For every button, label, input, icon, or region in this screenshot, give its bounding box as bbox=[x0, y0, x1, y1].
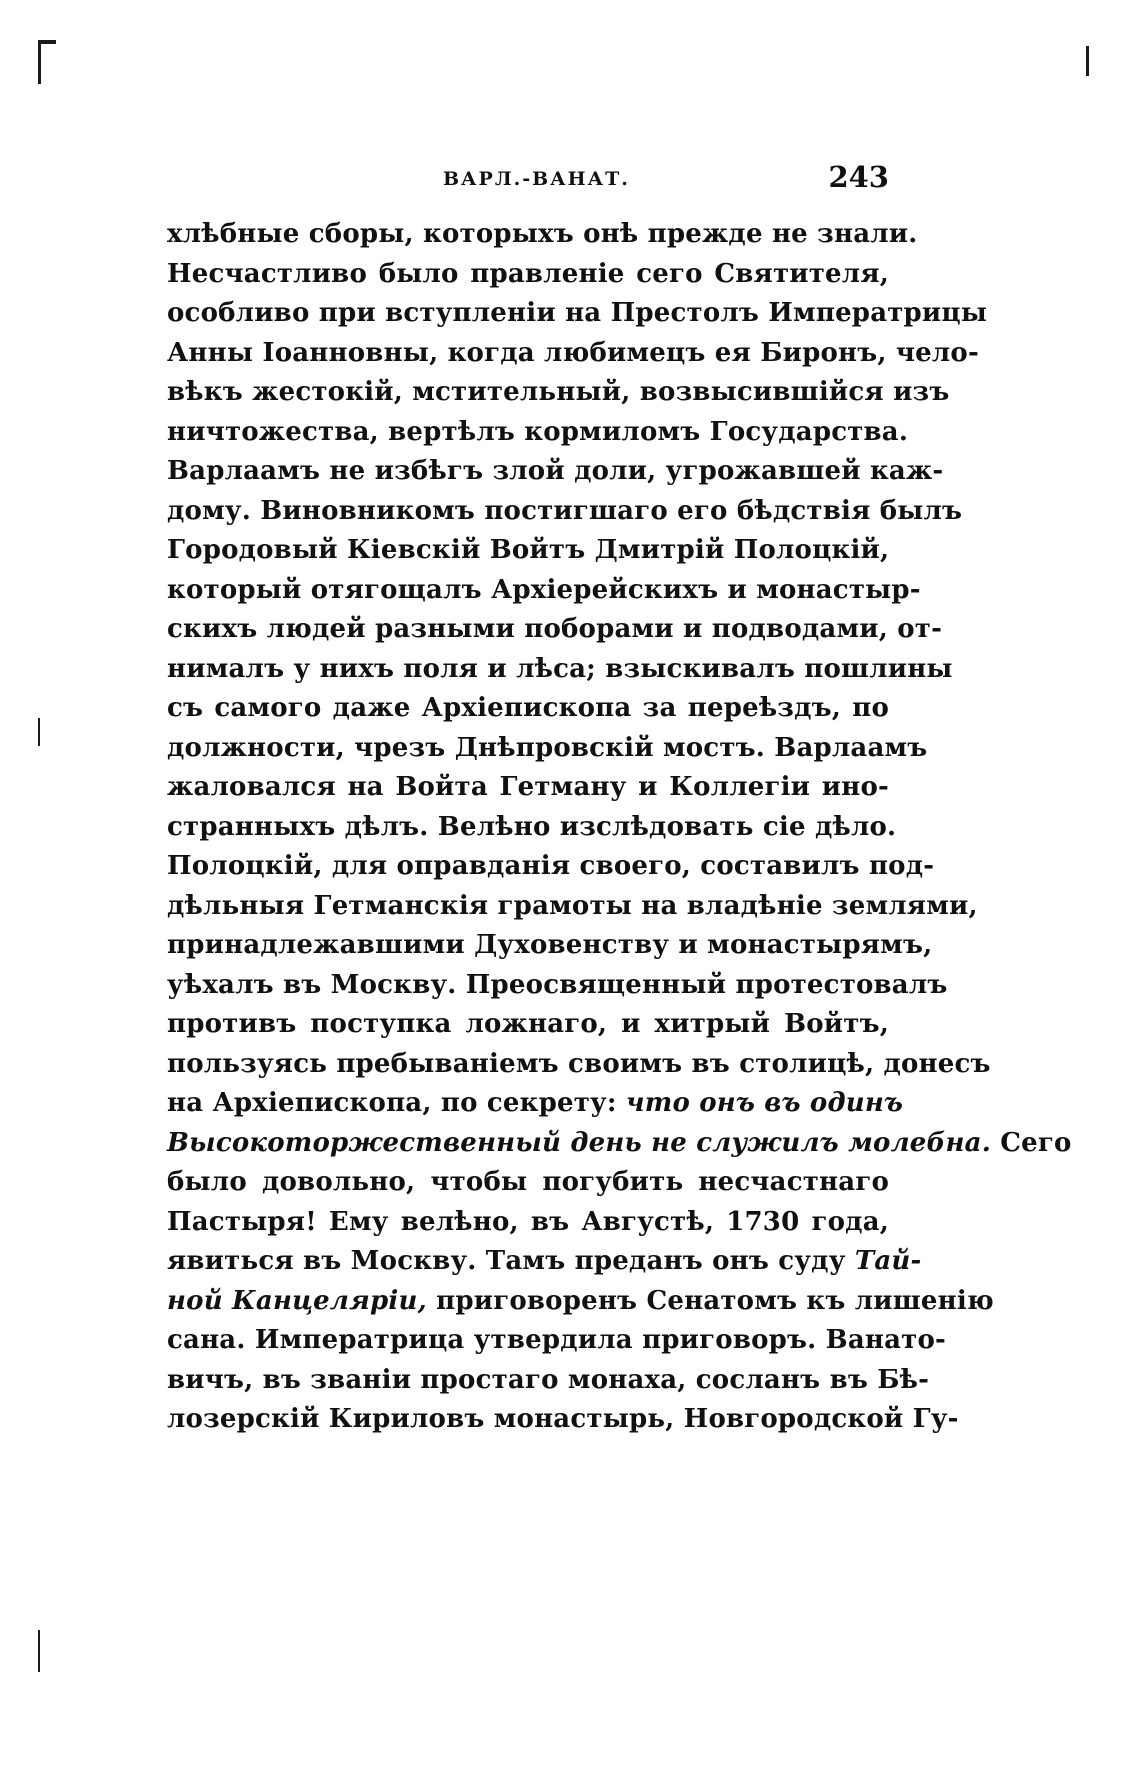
body-text bbox=[167, 215, 1072, 1440]
text-line: жаловался на Войта Гетману и Коллегіи ино- bbox=[167, 772, 889, 802]
text-run: приговоренъ Сенатомъ къ лишенію bbox=[426, 1285, 994, 1316]
running-head-title: ВАРЛ.-ВАНАТ. bbox=[443, 168, 630, 190]
text-line: вичъ, въ званіи простаго монаха, сосланъ въ Бѣ- bbox=[167, 1364, 930, 1395]
text-line: съ самого даже Архіепископа за переѣздъ, по bbox=[167, 693, 889, 723]
text-line: должности, чрезъ Днѣпровскій мостъ. Варлаамъ bbox=[167, 732, 928, 763]
text-line: дѣльныя Гетманскія грамоты на владѣніе землями, bbox=[167, 890, 978, 921]
text-line: сана. Императрица утвердила приговоръ. Ванато- bbox=[167, 1325, 947, 1355]
text-line: Несчастливо было правленіе сего Святителя, bbox=[167, 258, 889, 289]
text-line bbox=[167, 1282, 994, 1322]
text-line: Городовый Кіевскій Войтъ Дмитрій Полоцкій, bbox=[167, 535, 890, 565]
text-line: вѣкъ жестокій, мстительный, возвысившійся изъ bbox=[167, 377, 950, 407]
text-line: нималъ у нихъ поля и лѣса; взыскивалъ пошлины bbox=[167, 653, 953, 684]
text-line: лозерскій Кириловъ монастырь, Новгородской Гу- bbox=[167, 1404, 959, 1434]
scan-edge-mark-middle-left bbox=[38, 718, 40, 746]
text-line: ничтожества, вертѣлъ кормиломъ Государства. bbox=[167, 416, 909, 447]
text-line: пользуясь пребываніемъ своимъ въ столицѣ, донесъ bbox=[167, 1048, 991, 1079]
italic-quote: Высокоторжественный день не служилъ молебна. bbox=[167, 1127, 991, 1158]
italic-quote: что онъ въ одинъ bbox=[625, 1088, 904, 1118]
text-line bbox=[167, 1242, 922, 1282]
text-line bbox=[167, 1084, 904, 1124]
page-number: 243 bbox=[828, 160, 889, 194]
text-line bbox=[167, 1124, 1072, 1164]
scan-edge-mark-top-left bbox=[38, 40, 41, 84]
italic-quote: Тай- bbox=[854, 1246, 922, 1276]
text-line: хлѣбные сборы, которыхъ онѣ прежде не знали. bbox=[167, 219, 918, 249]
text-run: Сего bbox=[990, 1127, 1072, 1158]
italic-quote: ной Канцеляріи, bbox=[167, 1285, 427, 1316]
scan-edge-mark-bottom-left bbox=[38, 1630, 40, 1672]
text-run: на Архіепископа, по секрету: bbox=[167, 1088, 626, 1118]
text-line: дому. Виновникомъ постигшаго его бѣдствія былъ bbox=[167, 495, 963, 526]
text-line: Анны Іоанновны, когда любимецъ ея Биронъ, чело- bbox=[167, 337, 979, 368]
text-line: Пастыря! Ему велѣно, въ Августѣ, 1730 года, bbox=[167, 1206, 889, 1237]
text-run: явиться въ Москву. Тамъ преданъ онъ суду bbox=[167, 1246, 855, 1276]
text-line: уѣхалъ въ Москву. Преосвященный протестовалъ bbox=[167, 969, 948, 1000]
text-line: принадлежавшими Духовенству и монастырямъ, bbox=[167, 930, 933, 960]
text-line: было довольно, чтобы погубить несчастнаго bbox=[167, 1167, 889, 1197]
text-line: который отягощалъ Архіерейскихъ и монастыр- bbox=[167, 574, 921, 605]
running-head bbox=[167, 160, 889, 200]
text-line: Полоцкій, для оправданія своего, составилъ под- bbox=[167, 851, 935, 881]
text-line: особливо при вступленіи на Престолъ Императрицы bbox=[167, 298, 988, 328]
text-line: противъ поступка ложнаго, и хитрый Войтъ, bbox=[167, 1009, 889, 1039]
scan-edge-mark-top-right bbox=[1086, 46, 1089, 76]
text-line: Варлаамъ не избѣгъ злой доли, угрожавшей каж- bbox=[167, 456, 944, 486]
text-line: странныхъ дѣлъ. Велѣно изслѣдовать сіе дѣло. bbox=[167, 811, 897, 842]
text-line: скихъ людей разными поборами и подводами, от- bbox=[167, 614, 943, 644]
